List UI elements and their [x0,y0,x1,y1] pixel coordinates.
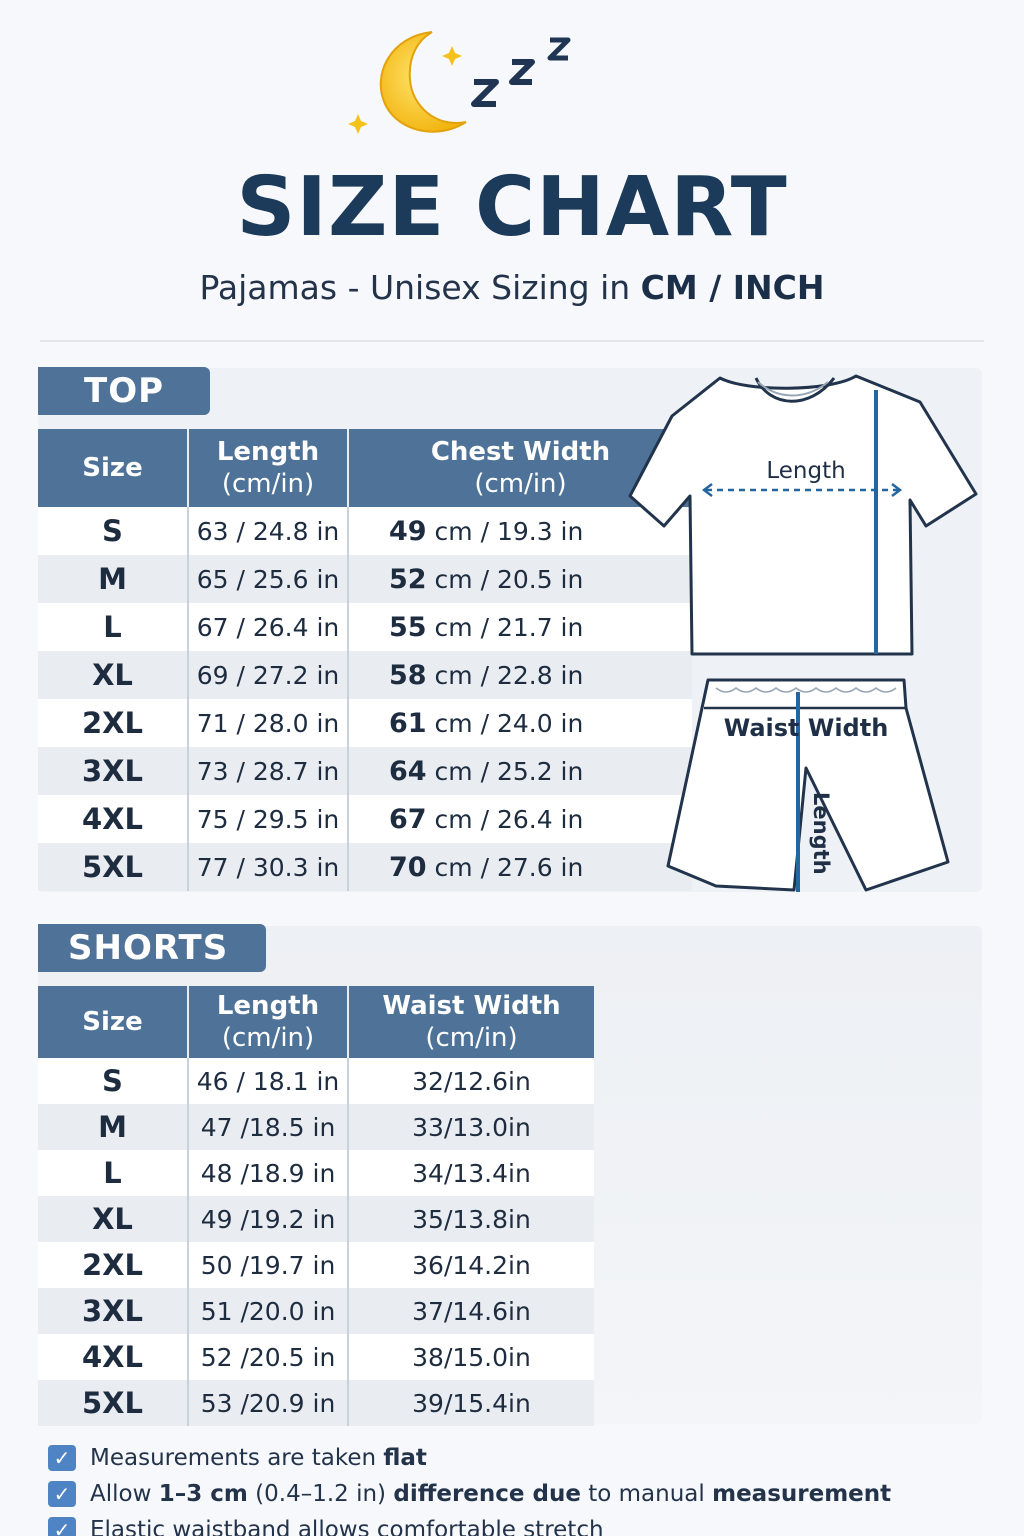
table-header-row [38,986,594,1058]
shorts-waist-label: Waist Width [723,714,889,742]
moon-zzz-icon [340,24,590,144]
header-waist-label: Waist Width [382,991,561,1021]
chest-cm-value: 55 [389,611,427,643]
shirt-icon [630,376,976,654]
size-cell: M [38,555,188,603]
chest-rest-value: cm / 22.8 in [426,660,584,690]
header-waist-unit: (cm/in) [425,1023,518,1053]
waist-cell: 37/14.6in [348,1288,594,1334]
shorts-icon [668,680,948,892]
size-cell: S [38,507,188,555]
header-size: Size [38,429,188,507]
header-length [188,429,348,507]
header-length-label: Length [216,991,320,1021]
top-section-tag: TOP [38,367,210,415]
page-title: SIZE CHART [236,160,788,255]
note-item [48,1476,1008,1512]
chest-cm-value: 58 [389,659,427,691]
waist-cell: 35/13.8in [348,1196,594,1242]
chest-rest-value: cm / 21.7 in [426,612,584,642]
note-segment: Allow [90,1481,159,1507]
length-cell: 73 / 28.7 in [188,747,348,795]
table-row [38,1334,594,1380]
length-cell: 75 / 29.5 in [188,795,348,843]
length-cell: 51 /20.0 in [188,1288,348,1334]
table-row [38,1104,594,1150]
shorts-length-label: Length [809,792,833,875]
table-row [38,555,692,603]
header-length [188,986,348,1058]
shorts-section-tag: SHORTS [38,924,266,972]
note-segment: 1–3 cm [158,1481,248,1507]
header-length-unit: (cm/in) [221,469,315,499]
table-header-row [38,429,692,507]
chest-rest-value: cm / 24.0 in [426,708,584,738]
subtitle-units: CM / INCH [640,268,825,307]
size-cell: M [38,1104,188,1150]
size-cell: 3XL [38,1288,188,1334]
table-row [38,795,692,843]
table-row [38,1288,594,1334]
table-row [38,699,692,747]
length-cell: 67 / 26.4 in [188,603,348,651]
header-length-unit: (cm/in) [221,1023,315,1053]
length-cell: 48 /18.9 in [188,1150,348,1196]
note-segment: to manual [580,1481,713,1507]
note-item [48,1512,1008,1536]
chest-cm-value: 49 [389,515,427,547]
top-size-table [38,429,692,891]
chest-cm-value: 52 [389,563,427,595]
chest-cm-value: 70 [389,851,427,883]
size-cell: L [38,603,188,651]
header-waist-width [348,986,594,1058]
length-cell: 53 /20.9 in [188,1380,348,1426]
length-cell: 47 /18.5 in [188,1104,348,1150]
checkbox-icon: ✓ [48,1517,76,1536]
table-row [38,507,692,555]
size-cell: 3XL [38,747,188,795]
table-row [38,1242,594,1288]
header-chest-unit: (cm/in) [474,469,567,499]
table-row [38,603,692,651]
size-cell: 5XL [38,1380,188,1426]
note-segment: difference due [393,1481,581,1507]
chest-rest-value: cm / 19.3 in [426,516,584,546]
chest-rest-value: cm / 27.6 in [426,852,584,882]
header-length-label: Length [216,437,320,467]
header-chest-label: Chest Width [430,437,611,467]
shirt-length-label: Length [766,458,846,484]
table-row [38,1380,594,1426]
chest-cm-value: 64 [389,755,427,787]
size-cell: 4XL [38,1334,188,1380]
note-segment: flat [383,1445,427,1471]
note-segment: Measurements are taken [90,1445,384,1471]
checkbox-icon: ✓ [48,1481,76,1507]
length-cell: 71 / 28.0 in [188,699,348,747]
size-cell: L [38,1150,188,1196]
size-cell: 5XL [38,843,188,891]
chest-rest-value: cm / 25.2 in [426,756,584,786]
chest-rest-value: cm / 26.4 in [426,804,584,834]
length-cell: 50 /19.7 in [188,1242,348,1288]
waist-cell: 33/13.0in [348,1104,594,1150]
length-cell: 46 / 18.1 in [188,1058,348,1104]
shorts-size-table [38,986,594,1426]
length-cell: 63 / 24.8 in [188,507,348,555]
note-text [90,1517,604,1536]
table-row [38,1196,594,1242]
chest-cm-value: 61 [389,707,427,739]
note-item [48,1440,1008,1476]
length-cell: 49 /19.2 in [188,1196,348,1242]
table-row [38,1150,594,1196]
note-segment: (0.4–1.2 in) [247,1481,394,1507]
page-subtitle [0,268,1024,307]
length-cell: 52 /20.5 in [188,1334,348,1380]
table-row [38,1058,594,1104]
size-cell: XL [38,1196,188,1242]
garment-illustration [620,368,990,892]
waist-cell: 39/15.4in [348,1380,594,1426]
note-text [90,1445,427,1471]
header-divider [40,340,984,342]
length-cell: 69 / 27.2 in [188,651,348,699]
note-segment: measurement [712,1481,892,1507]
waist-cell: 34/13.4in [348,1150,594,1196]
notes-list [48,1440,1008,1536]
chest-rest-value: cm / 20.5 in [426,564,584,594]
size-cell: 2XL [38,1242,188,1288]
note-text [90,1481,891,1507]
length-cell: 77 / 30.3 in [188,843,348,891]
header-size: Size [38,986,188,1058]
chest-cm-value: 67 [389,803,427,835]
table-row [38,843,692,891]
size-cell: 4XL [38,795,188,843]
size-cell: XL [38,651,188,699]
checkbox-icon: ✓ [48,1445,76,1471]
size-cell: S [38,1058,188,1104]
waist-cell: 36/14.2in [348,1242,594,1288]
waist-cell: 38/15.0in [348,1334,594,1380]
subtitle-text: Pajamas - Unisex Sizing in [199,268,641,307]
table-row [38,747,692,795]
waist-cell: 32/12.6in [348,1058,594,1104]
length-cell: 65 / 25.6 in [188,555,348,603]
table-row [38,651,692,699]
size-cell: 2XL [38,699,188,747]
note-segment: Elastic waistband allows comfortable stretch [90,1517,604,1536]
